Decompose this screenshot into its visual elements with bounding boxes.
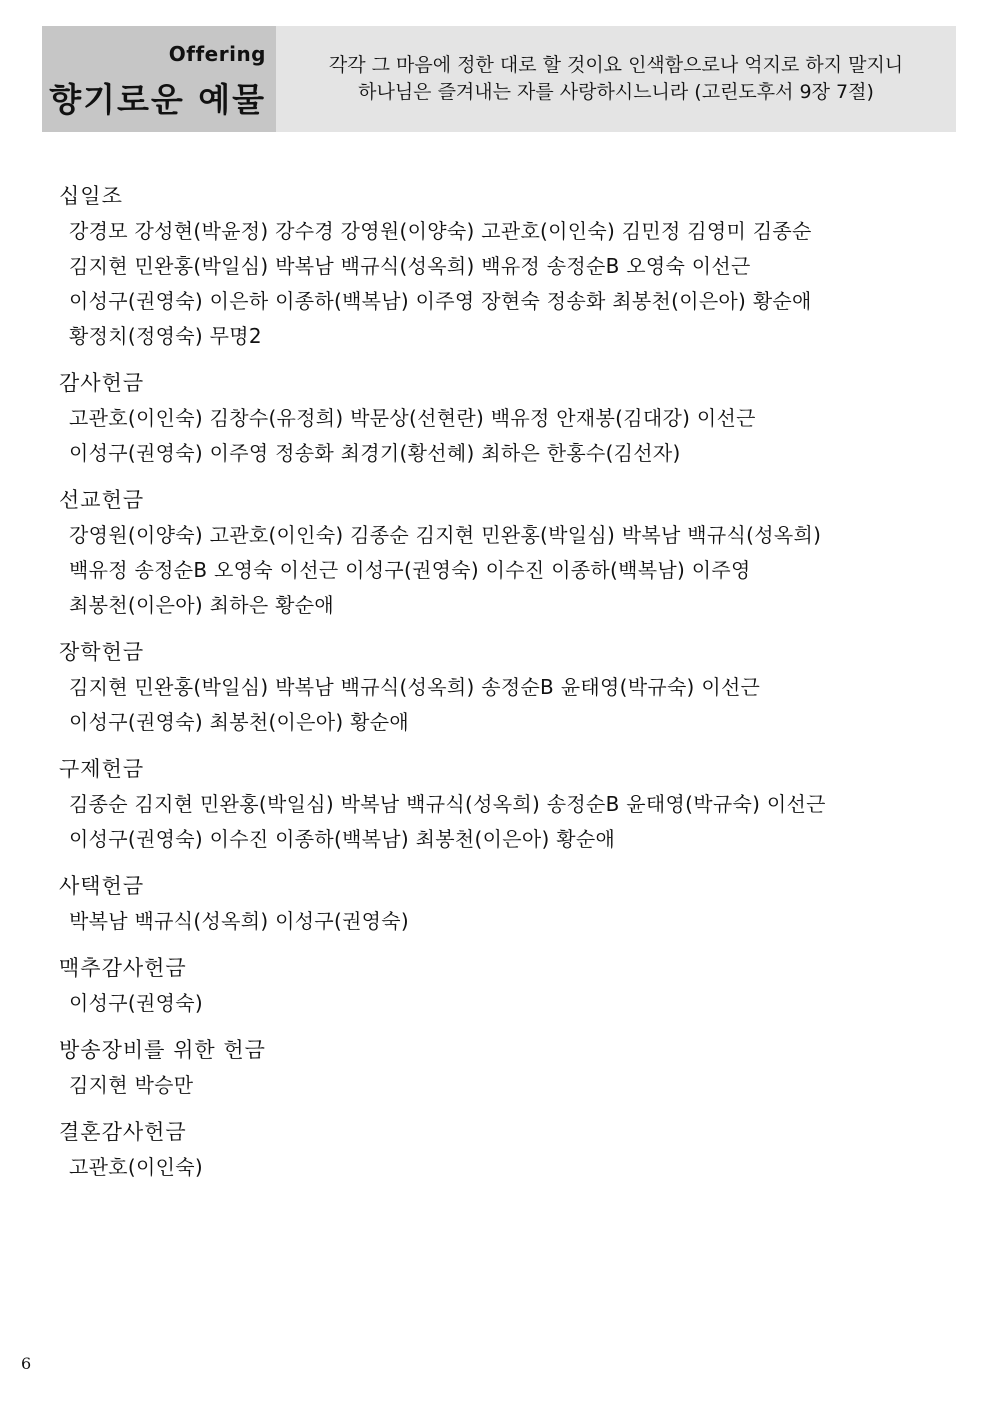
donor-line: 김지현 민완홍(박일심) 박복남 백규식(성옥희) 백유정 송정순B 오영숙 이선근 — [69, 254, 751, 278]
section-scholarship — [59, 634, 939, 740]
header-title-block — [42, 26, 276, 132]
donor-line: 박복남 백규식(성옥희) 이성구(권영숙) — [69, 909, 410, 933]
section-thanksgiving — [59, 365, 939, 471]
donor-line: 이성구(권영숙) — [69, 991, 203, 1015]
header-subtitle: Offering — [168, 42, 266, 66]
donor-line: 고관호(이인숙) — [69, 1155, 203, 1179]
donor-line: 김지현 민완홍(박일심) 박복남 백규식(성옥희) 송정순B 윤태영(박규숙) 이선근 — [69, 675, 761, 699]
section-title: 장학헌금 — [59, 640, 145, 664]
page-title: 향기로운 예물 — [49, 80, 266, 119]
section-missions — [59, 482, 939, 623]
donor-line: 황정치(정영숙) 무명2 — [69, 324, 262, 348]
section-title: 십일조 — [59, 184, 123, 208]
bible-verse-line-2: 하나님은 즐겨내는 자를 사랑하시느니라 (고린도후서 9장 7절) — [358, 81, 874, 103]
offering-sections — [59, 178, 939, 1196]
section-title: 구제헌금 — [59, 757, 145, 781]
donor-line: 김종순 김지현 민완홍(박일심) 박복남 백규식(성옥희) 송정순B 윤태영(박규숙) 이선근 — [69, 792, 826, 816]
section-relief — [59, 751, 939, 857]
donor-line: 김지현 박승만 — [69, 1073, 194, 1097]
donor-line: 고관호(이인숙) 김창수(유정희) 박문상(선현란) 백유정 안재봉(김대강) 이선근 — [69, 406, 756, 430]
page-number: 6 — [21, 1354, 32, 1373]
section-title: 방송장비를 위한 헌금 — [59, 1038, 266, 1062]
section-title: 감사헌금 — [59, 371, 145, 395]
section-title: 선교헌금 — [59, 488, 145, 512]
donor-line: 강영원(이양숙) 고관호(이인숙) 김종순 김지현 민완홍(박일심) 박복남 백규식(성옥희) — [69, 523, 822, 547]
section-title: 사택헌금 — [59, 874, 145, 898]
section-tithe — [59, 178, 939, 354]
donor-line: 이성구(권영숙) 이수진 이종하(백복남) 최봉천(이은아) 황순애 — [69, 827, 616, 851]
section-broadcast-equipment — [59, 1032, 939, 1103]
bible-verse-block — [276, 26, 956, 132]
section-title: 결혼감사헌금 — [59, 1120, 187, 1144]
section-title: 맥추감사헌금 — [59, 956, 187, 980]
donor-line: 이성구(권영숙) 이은하 이종하(백복남) 이주영 장현숙 정송화 최봉천(이은아) 황순애 — [69, 289, 812, 313]
donor-line: 이성구(권영숙) 이주영 정송화 최경기(황선혜) 최하은 한홍수(김선자) — [69, 441, 681, 465]
donor-line: 최봉천(이은아) 최하은 황순애 — [69, 593, 334, 617]
donor-line: 이성구(권영숙) 최봉천(이은아) 황순애 — [69, 710, 410, 734]
bible-verse-line-1: 각각 그 마음에 정한 대로 할 것이요 인색함으로나 억지로 하지 말지니 — [328, 54, 904, 76]
section-parsonage — [59, 868, 939, 939]
donor-line: 백유정 송정순B 오영숙 이선근 이성구(권영숙) 이수진 이종하(백복남) 이주영 — [69, 558, 751, 582]
section-wedding-thanksgiving — [59, 1114, 939, 1185]
donor-line: 강경모 강성현(박윤정) 강수경 강영원(이양숙) 고관호(이인숙) 김민정 김영미 김종순 — [69, 219, 812, 243]
page-header — [42, 26, 956, 132]
section-harvest-thanksgiving — [59, 950, 939, 1021]
